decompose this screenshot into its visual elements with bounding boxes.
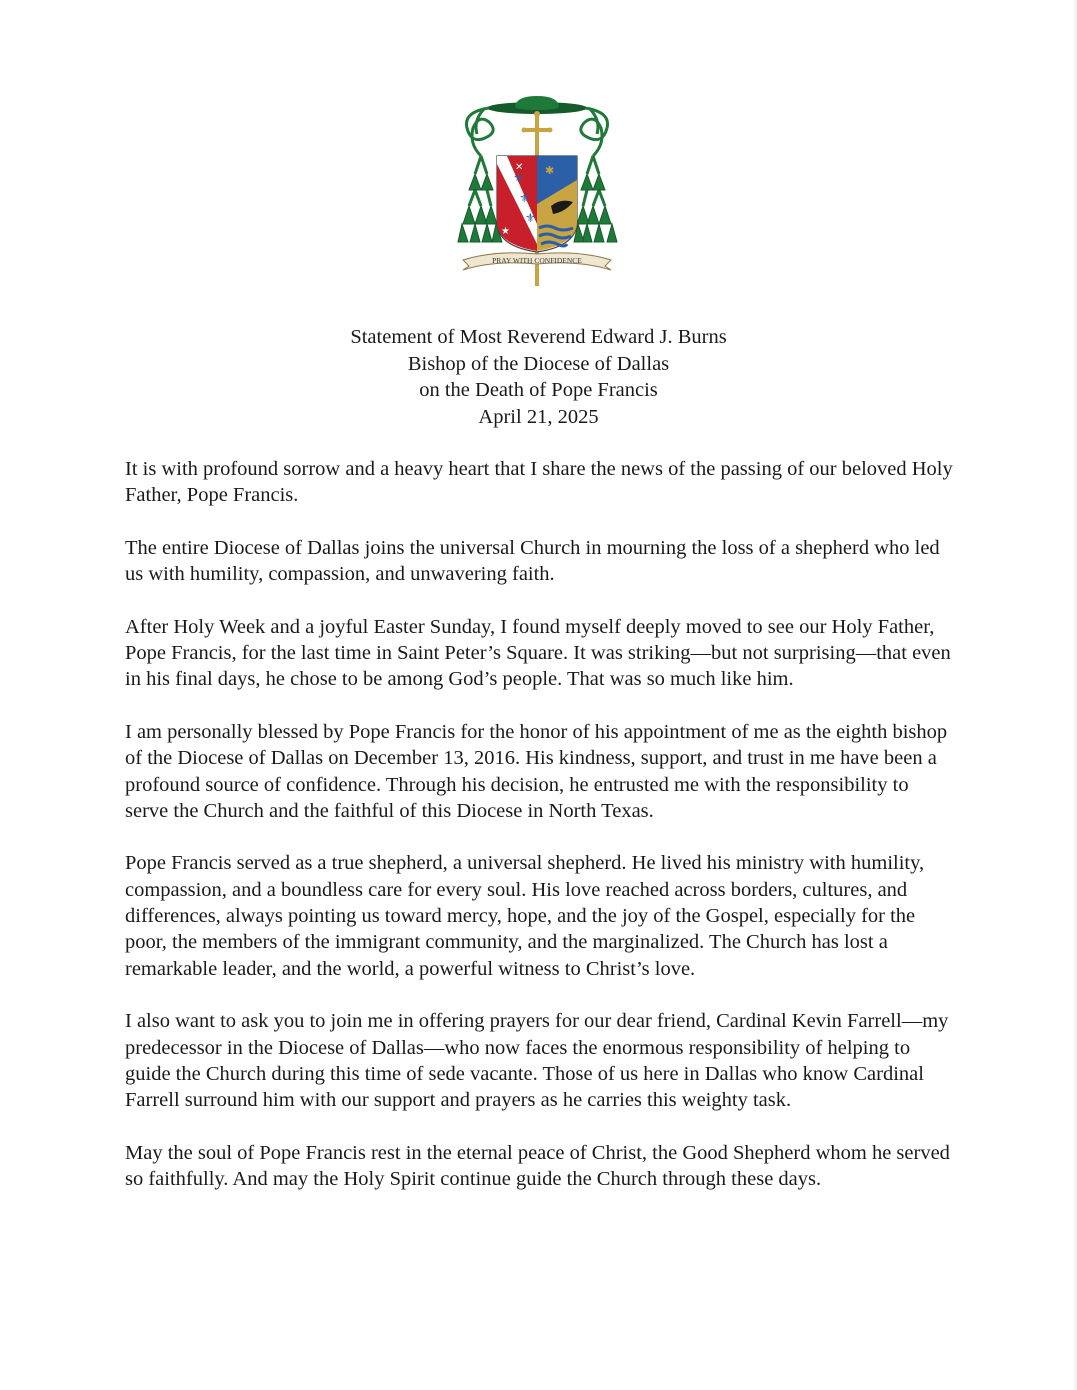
paragraph: May the soul of Pope Francis rest in the eternal peace of Christ, the Good Shepherd whom he served so faithfully. And may the Holy Spirit continue guide the Church through these days. — [125, 1141, 950, 1191]
paragraph: The entire Diocese of Dallas joins the universal Church in mourning the loss of a shepherd who led us with humility, compassion, and unwavering faith. — [125, 536, 940, 586]
paragraph: It is with profound sorrow and a heavy heart that I share the news of the passing of our beloved Holy Father, Pope Francis. — [125, 458, 953, 507]
heading-line-occasion: on the Death of Pope Francis — [419, 379, 658, 401]
statement-heading — [0, 324, 1077, 430]
svg-text:✕: ✕ — [515, 162, 524, 173]
paragraph: Pope Francis served as a true shepherd, a universal shepherd. He lived his ministry with humility, compassion, and a boundless care for every soul. His love reached across borders, cultures, and differences, always pointing us toward mercy, hope, and the joy of the Gospel, especially for the poor, the members of the immigrant community, and the marginalized. The Church has lost a remarkable leader, and the world, a powerful witness to Christ’s love. — [125, 852, 925, 980]
motto-text: PRAY WITH CONFIDENCE — [492, 256, 582, 265]
heading-line-bishop: Bishop of the Diocese of Dallas — [407, 352, 670, 375]
page-edge — [1073, 0, 1077, 1390]
paragraph: I also want to ask you to join me in offering prayers for our dear friend, Cardinal Kevin Farrell—my predecessor in the Diocese of Dallas—who now faces the enormous responsibility of helping to guide the Church during this time of sede vacante. Those of us here in Dallas who know Cardinal Farrell surround him with our support and prayers as he carries this weighty task. — [125, 1010, 949, 1112]
paragraph: I am personally blessed by Pope Francis for the honor of his appointment of me as the eighth bishop of the Diocese of Dallas on December 13, 2016. His kindness, support, and trust in me have been a profound source of confidence. Through his decision, he entrusted me with the responsibility to serve the Church and the faithful of this Diocese in North Texas. — [125, 720, 948, 822]
coat-of-arms-icon — [455, 94, 619, 290]
paragraph: After Holy Week and a joyful Easter Sunday, I found myself deeply moved to see our Holy Father, Pope Francis, for the last time in Saint Peter’s Square. It was striking—but not surprising—that even in his final days, he chose to be among God’s people. That was so much like him. — [125, 615, 951, 691]
svg-text:⚜: ⚜ — [525, 211, 536, 225]
svg-text:⚜: ⚜ — [519, 191, 530, 205]
shield-icon — [497, 156, 577, 252]
svg-text:★: ★ — [501, 226, 510, 237]
heading-date: April 21, 2025 — [478, 405, 599, 428]
heading-line-title: Statement of Most Reverend Edward J. Burns — [350, 326, 727, 348]
svg-text:⚜: ⚜ — [513, 171, 524, 185]
svg-text:✱: ✱ — [545, 164, 555, 177]
statement-body — [125, 456, 955, 1219]
